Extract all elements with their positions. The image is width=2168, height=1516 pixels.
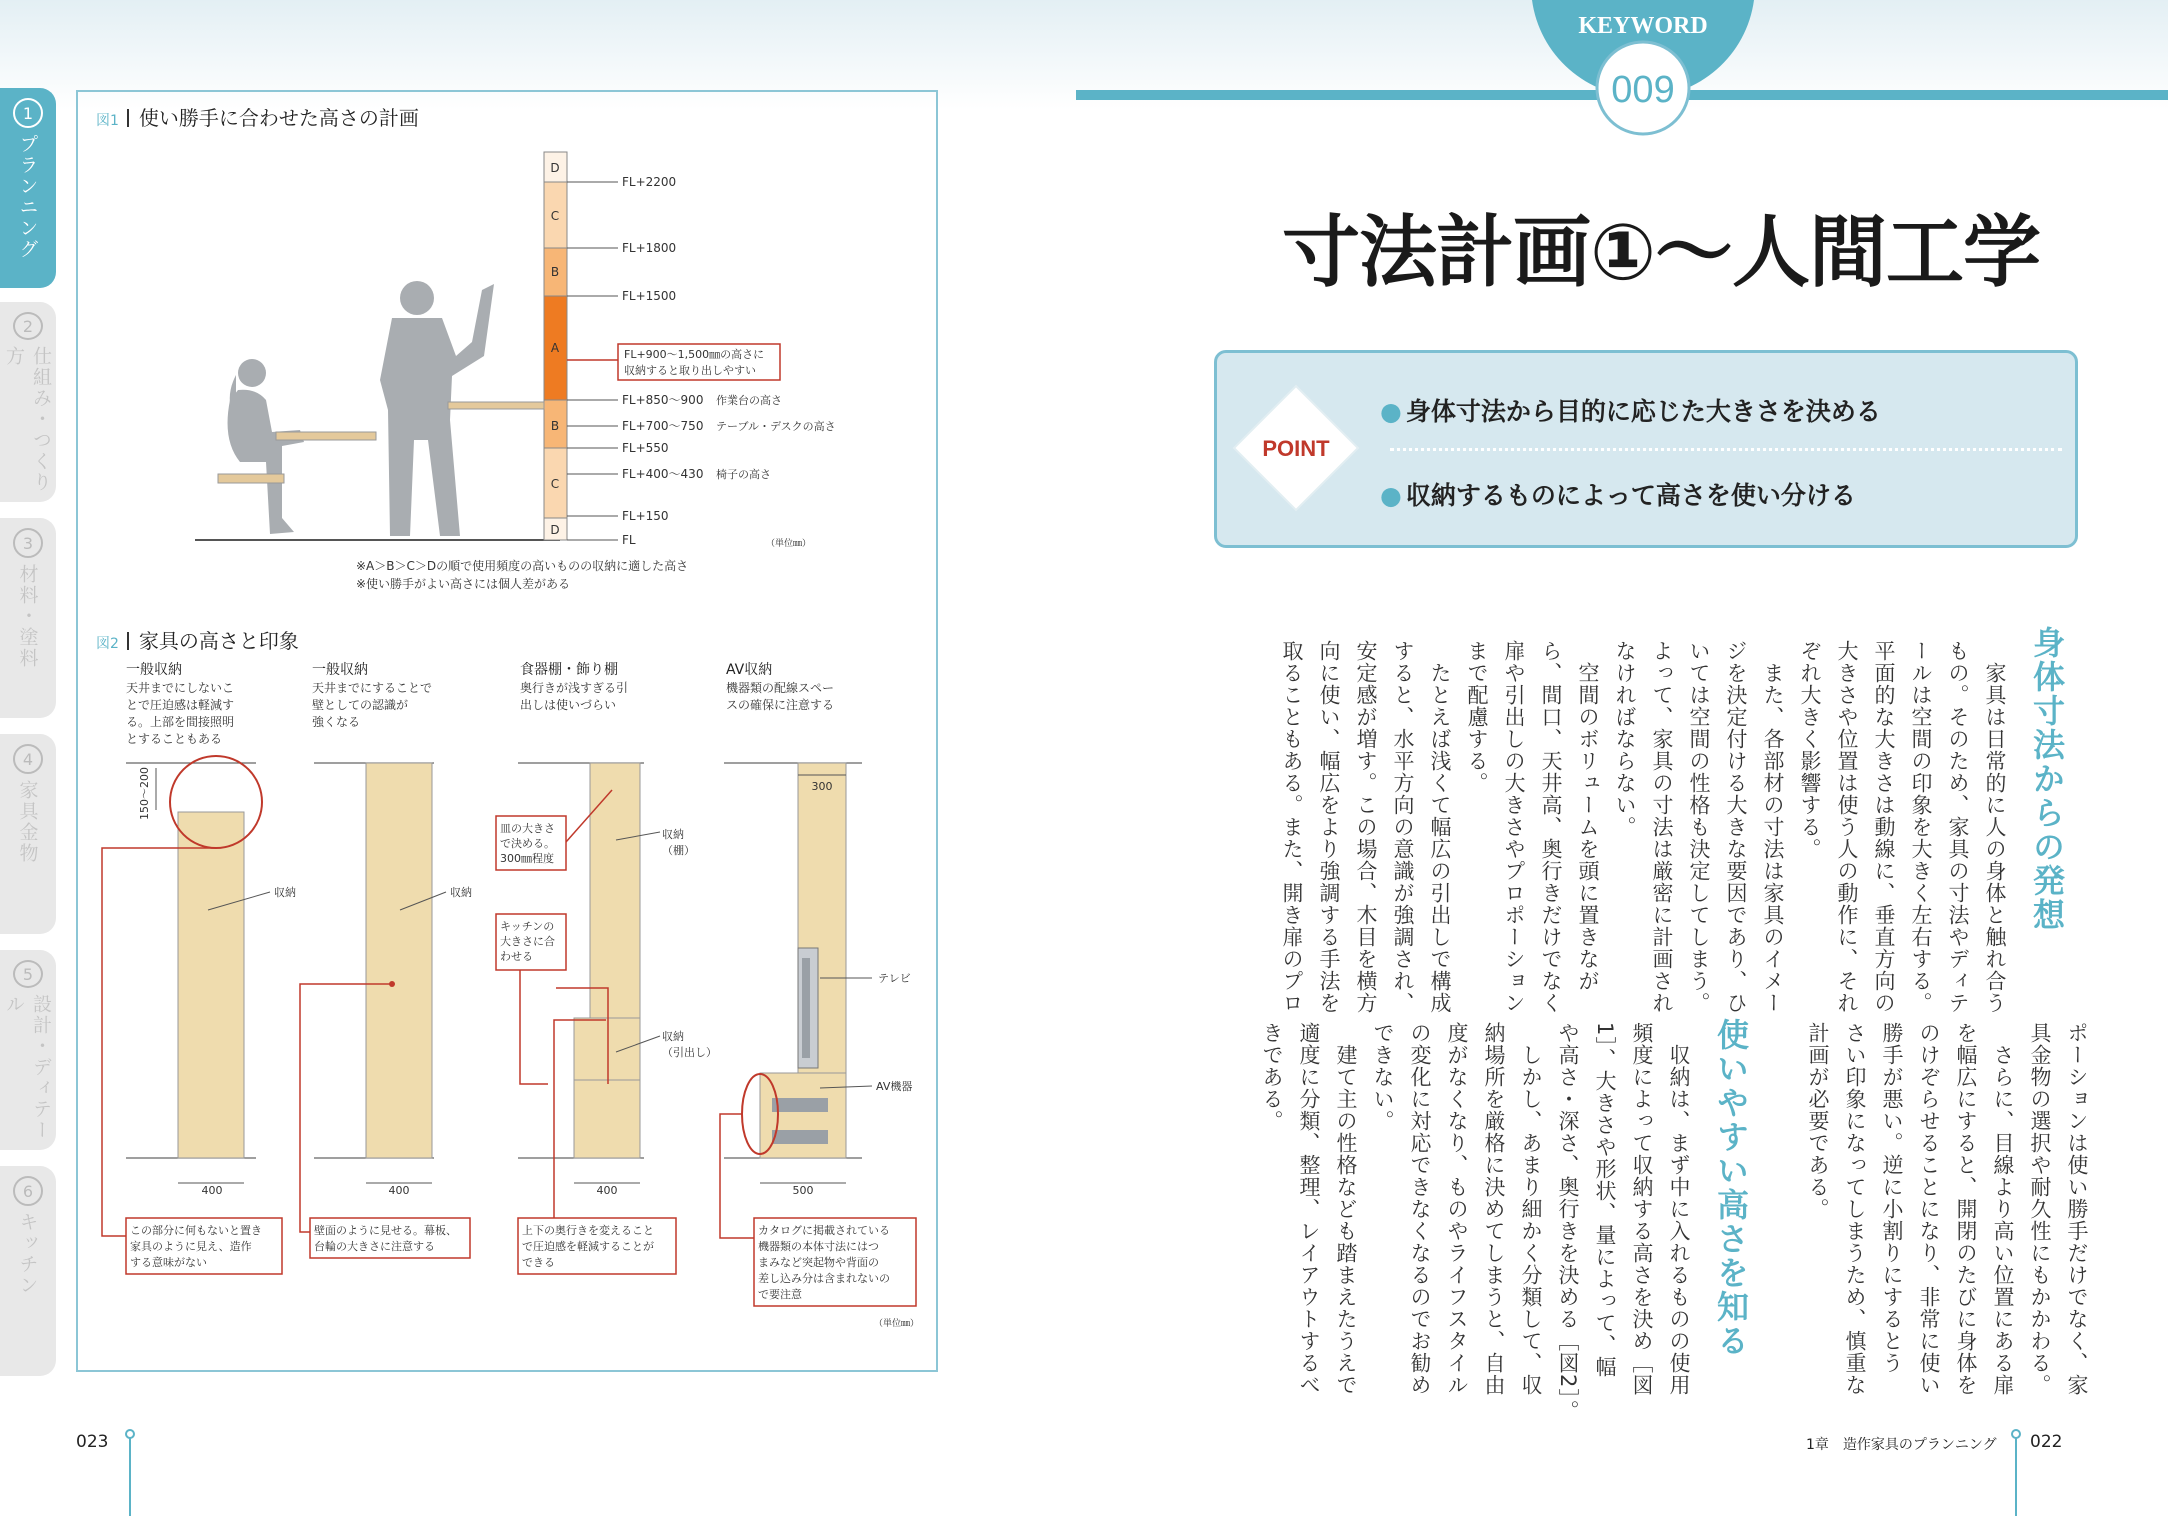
fig2-label: テレビ — [878, 972, 911, 985]
fig2-callout-line: わせる — [500, 950, 533, 963]
fig2-item-desc: スの確保に注意する — [726, 698, 835, 712]
body-column: 家具は日常的に人の身体と触れ合う — [1983, 640, 2007, 1014]
fig2-av-device — [772, 1130, 828, 1144]
body-column: 平面的な大きさは動線に、垂直方向の — [1872, 640, 1896, 1014]
body-column: 安定感が増す。この場合、木目を横方 — [1354, 640, 1378, 1014]
fig2-cabinet-2 — [366, 763, 432, 1158]
fig2-item-desc: 天井までにすることで — [312, 681, 433, 695]
body-column: 建て主の性格なども踏まえたうえで — [1334, 1022, 1358, 1396]
side-tab-number: 6 — [13, 1176, 43, 1206]
fig2-tag: 図2 — [96, 636, 119, 652]
fig2-item-head: 食器棚・飾り棚 — [520, 662, 618, 678]
fig2-item-desc: る。上部を間接照明 — [126, 715, 235, 729]
fig2-note-line: この部分に何もないと置き — [130, 1224, 262, 1237]
fig1-level: FL+1800 — [622, 241, 677, 255]
fig2-cabinet-3-upper — [590, 763, 640, 1018]
fig1-tag: 図1 — [96, 113, 119, 129]
fig2-label: （棚） — [662, 844, 695, 857]
fig1-level: FL+150 — [622, 509, 669, 523]
keyword-number: 009 — [1611, 69, 1675, 111]
fig2-item-desc: 出しは使いづらい — [520, 698, 617, 712]
fig1-level: FL+1500 — [622, 289, 677, 303]
fig2-callout-line: 皿の大きさ — [500, 822, 555, 835]
body-column: すると、水平方向の意識が強調され、 — [1391, 640, 1415, 1014]
fig2-note-line: で要注意 — [758, 1288, 802, 1301]
left-page-number: 023 — [76, 1432, 109, 1452]
fig2-note-line: まみなど突起物や背面の — [758, 1256, 879, 1269]
fig2-tv-screen — [802, 958, 810, 1058]
right-page-marker — [2006, 1426, 2026, 1516]
fig2-note-line: できる — [522, 1256, 555, 1269]
body-column: ポーションは使い勝手だけでなく、家 — [2065, 1022, 2089, 1396]
body-column: ジを決定付ける大きな要因であり、ひ — [1724, 640, 1748, 1014]
fig2-note-line: する意味がない — [130, 1256, 207, 1269]
fig1-callout-line: FL+900〜1,500㎜の高さに — [624, 348, 765, 361]
fig2-width-label: 400 — [388, 1184, 410, 1197]
body-column: きである。 — [1260, 1022, 1284, 1132]
fig1-level: FL+700〜750 — [622, 419, 704, 433]
fig1-note: ※A＞B＞C＞Dの順で使用頻度の高いものの収納に適した高さ — [356, 559, 689, 573]
body-column: 勝手が悪い。逆に小割りにするとう — [1880, 1022, 1904, 1374]
section-heading: 使いやすい高さを知る — [1712, 1018, 1750, 1358]
fig1-level: FL+550 — [622, 441, 669, 455]
fig2-title-text: 家具の高さと印象 — [138, 629, 299, 653]
fig2-item-head: AV収納 — [726, 662, 773, 678]
fig2-note-line: カタログに掲載されている — [758, 1224, 890, 1237]
body-column: ぞれ大きく影響する。 — [1798, 640, 1822, 860]
fig2-unit: （単位㎜） — [874, 1319, 920, 1329]
fig2-cabinet-1 — [178, 812, 244, 1158]
left-page-marker — [120, 1426, 140, 1516]
point-item — [1380, 476, 1856, 512]
fig2-note-line: で圧迫感を軽減することが — [522, 1240, 654, 1253]
body-column: たとえば浅くて幅広の引出しで構成 — [1428, 640, 1452, 1014]
body-column: 適度に分類、整理、レイアウトするべ — [1297, 1022, 1321, 1396]
body-column: できない。 — [1371, 1022, 1395, 1132]
body-column: や高さ・深さ、奥行きを決める［図2］。 — [1556, 1022, 1580, 1422]
fig2-item-desc: 天井までにしないこ — [126, 681, 235, 695]
fig2-width-label: 500 — [792, 1184, 814, 1197]
body-column: 取ることもある。また、開き扉のプロ — [1280, 640, 1304, 1014]
fig1-level: FL — [622, 533, 636, 547]
fig1-zone-label: B — [550, 265, 560, 279]
body-column: ら、間口、天井高、奥行きだけでなく — [1539, 640, 1563, 1014]
fig1-zone-label: A — [550, 341, 560, 355]
point-item-text: 身体寸法から目的に応じた大きさを決める — [1405, 397, 1881, 426]
body-column: さらに、目線より高い位置にある扉 — [1991, 1022, 2015, 1396]
fig2-note-line: 台輪の大きさに注意する — [314, 1240, 435, 1253]
fig2-label: 収納 — [450, 886, 472, 899]
fig2-width-label: 400 — [201, 1184, 223, 1197]
fig2-cabinet-3-lower — [574, 1018, 640, 1158]
body-column: の変化に対応できなくなるのでお勧め — [1408, 1022, 1432, 1396]
fig1-zone-label: D — [550, 161, 560, 175]
fig1-level-note: 椅子の高さ — [716, 468, 771, 481]
fig1-unit: （単位㎜） — [766, 539, 812, 549]
side-tab-number: 3 — [13, 528, 43, 558]
fig1-level-note: 作業台の高さ — [716, 394, 782, 407]
body-column: 度がなくなり、ものやライフスタイル — [1445, 1022, 1469, 1396]
fig2-label: 収納 — [274, 886, 296, 899]
fig2-note-line: 家具のように見え、造作 — [130, 1240, 252, 1253]
fig1-level: FL+400〜430 — [622, 467, 704, 481]
fig1-callout-line: 収納すると取り出しやすい — [624, 364, 756, 377]
body-column: 頻度によって収納する高さを決め［図 — [1630, 1022, 1654, 1396]
body-column: いては空間の性格も決定してしまう。 — [1687, 640, 1711, 1014]
fig1-level: FL+850〜900 — [622, 393, 704, 407]
fig2-note-leader — [720, 1114, 754, 1238]
fig2-width-label: 400 — [596, 1184, 618, 1197]
fig2-note-line: 機器類の本体寸法にはつ — [758, 1240, 879, 1253]
fig2-top-width-label: 300 — [811, 780, 833, 793]
fig1-note: ※使い勝手がよい高さには個人差がある — [356, 577, 571, 591]
fig2-callout-line: 300㎜程度 — [500, 852, 554, 865]
bullet-icon: ● — [1380, 481, 1402, 510]
fig2-dim-label: 150〜200 — [138, 767, 151, 820]
point-divider — [1390, 448, 2062, 451]
side-tab-label: 設計・ディテール — [3, 994, 52, 1142]
fig2-item-head: 一般収納 — [312, 662, 368, 678]
section-heading: 身体寸法からの発想 — [2028, 626, 2066, 932]
body-column: もの。そのため、家具の寸法やディテ — [1946, 640, 1970, 1014]
body-column: を幅広にすると、開閉のたびに身体を — [1954, 1022, 1978, 1396]
fig2-label: 収納 — [662, 828, 684, 841]
fig2-label: AV機器 — [876, 1080, 913, 1093]
body-column: なければならない。 — [1613, 640, 1637, 838]
body-column: 空間のボリュームを頭に置きなが — [1576, 640, 1600, 992]
point-badge — [1232, 384, 1360, 512]
body-column: しかし、あまり細かく分類して、収 — [1519, 1022, 1543, 1396]
fig1-title-text: 使い勝手に合わせた高さの計画 — [138, 106, 419, 130]
body-column: さい印象になってしまうため、慎重な — [1843, 1022, 1867, 1396]
body-column: また、各部材の寸法は家具のイメー — [1761, 640, 1785, 1014]
body-column: 1］、大きさや形状、量によって、幅 — [1593, 1022, 1617, 1378]
fig1-zone-label: C — [550, 209, 560, 223]
body-column: 納場所を厳格に決めてしまうと、自由 — [1482, 1022, 1506, 1396]
fig1-zone-label: D — [550, 523, 560, 537]
fig2-callout-line: 大きさに合 — [500, 935, 555, 948]
page-title: 寸法計画①〜人間工学 — [1282, 208, 2041, 298]
fig2-item-desc: とすることもある — [126, 732, 223, 746]
chapter-label: 1章 造作家具のプランニング — [1806, 1437, 1997, 1453]
body-column: よって、家具の寸法は厳密に計画され — [1650, 640, 1674, 1014]
fig2-label: 収納 — [662, 1030, 684, 1043]
body-column: 収納は、まず中に入れるものの使用 — [1667, 1022, 1691, 1396]
bullet-icon: ● — [1380, 397, 1402, 426]
fig2-item-desc: 壁としての認識が — [312, 698, 409, 712]
fig2-note-line: 壁面のように見せる。幕板、 — [314, 1224, 457, 1237]
fig2-item-desc: とで圧迫感は軽減す — [126, 698, 235, 712]
keyword-label: KEYWORD — [1578, 13, 1708, 39]
side-tab-number: 5 — [13, 960, 43, 988]
fig2-note-dot — [389, 981, 395, 987]
body-column: 大きさや位置は使う人の動作に、それ — [1835, 640, 1859, 1014]
right-page-number: 022 — [2030, 1432, 2063, 1452]
body-column: のけぞらせることになり、非常に使い — [1917, 1022, 1941, 1396]
fig1-level: FL+2200 — [622, 175, 677, 189]
side-tab-label: 材料・塗料 — [16, 564, 39, 669]
fig1-zone-label: C — [550, 477, 560, 491]
side-tab-number: 4 — [13, 744, 43, 774]
fig2-label: （引出し） — [662, 1046, 717, 1059]
body-column: 具金物の選択や耐久性にもかかわる。 — [2028, 1022, 2052, 1396]
fig2-note-line: 差し込み分は含まれないの — [758, 1272, 890, 1285]
body-column: 計画が必要である。 — [1806, 1022, 1830, 1220]
fig2-item-desc: 強くなる — [312, 715, 361, 729]
fig2-callout-line: で決める。 — [500, 837, 555, 850]
point-item-text: 収納するものによって高さを使い分ける — [1405, 481, 1856, 510]
side-tab-number: 2 — [13, 312, 43, 340]
fig2-callout-leader — [520, 970, 548, 1084]
fig2-item-desc: 奥行きが浅すぎる引 — [520, 681, 629, 695]
side-tab-label: 家具金物 — [16, 780, 39, 864]
side-tab-label: プランニング — [16, 134, 39, 260]
fig1-zone-label: B — [550, 419, 560, 433]
fig1-level-note: テーブル・デスクの高さ — [716, 420, 836, 433]
body-column: 向に使い、幅広をより強調する手法を — [1317, 640, 1341, 1014]
side-tab-label: 仕組み・つくり方 — [3, 346, 52, 494]
body-column: ールは空間の印象を大きく左右する。 — [1909, 640, 1933, 1014]
point-label: POINT — [1262, 436, 1330, 461]
fig2-av-device — [772, 1098, 828, 1112]
body-column: まで配慮する。 — [1465, 640, 1489, 794]
body-column: 扉や引出しの大きさやプロポーション — [1502, 640, 1526, 1014]
side-tab-number: 1 — [13, 98, 43, 128]
fig2-item-head: 一般収納 — [126, 662, 182, 678]
fig2-note-line: 上下の奥行きを変えること — [522, 1224, 654, 1237]
point-item — [1380, 392, 1881, 428]
fig2-callout-line: キッチンの — [500, 920, 555, 933]
side-tab-label: キッチン — [16, 1212, 39, 1296]
fig2-item-desc: 機器類の配線スペー — [726, 681, 835, 695]
